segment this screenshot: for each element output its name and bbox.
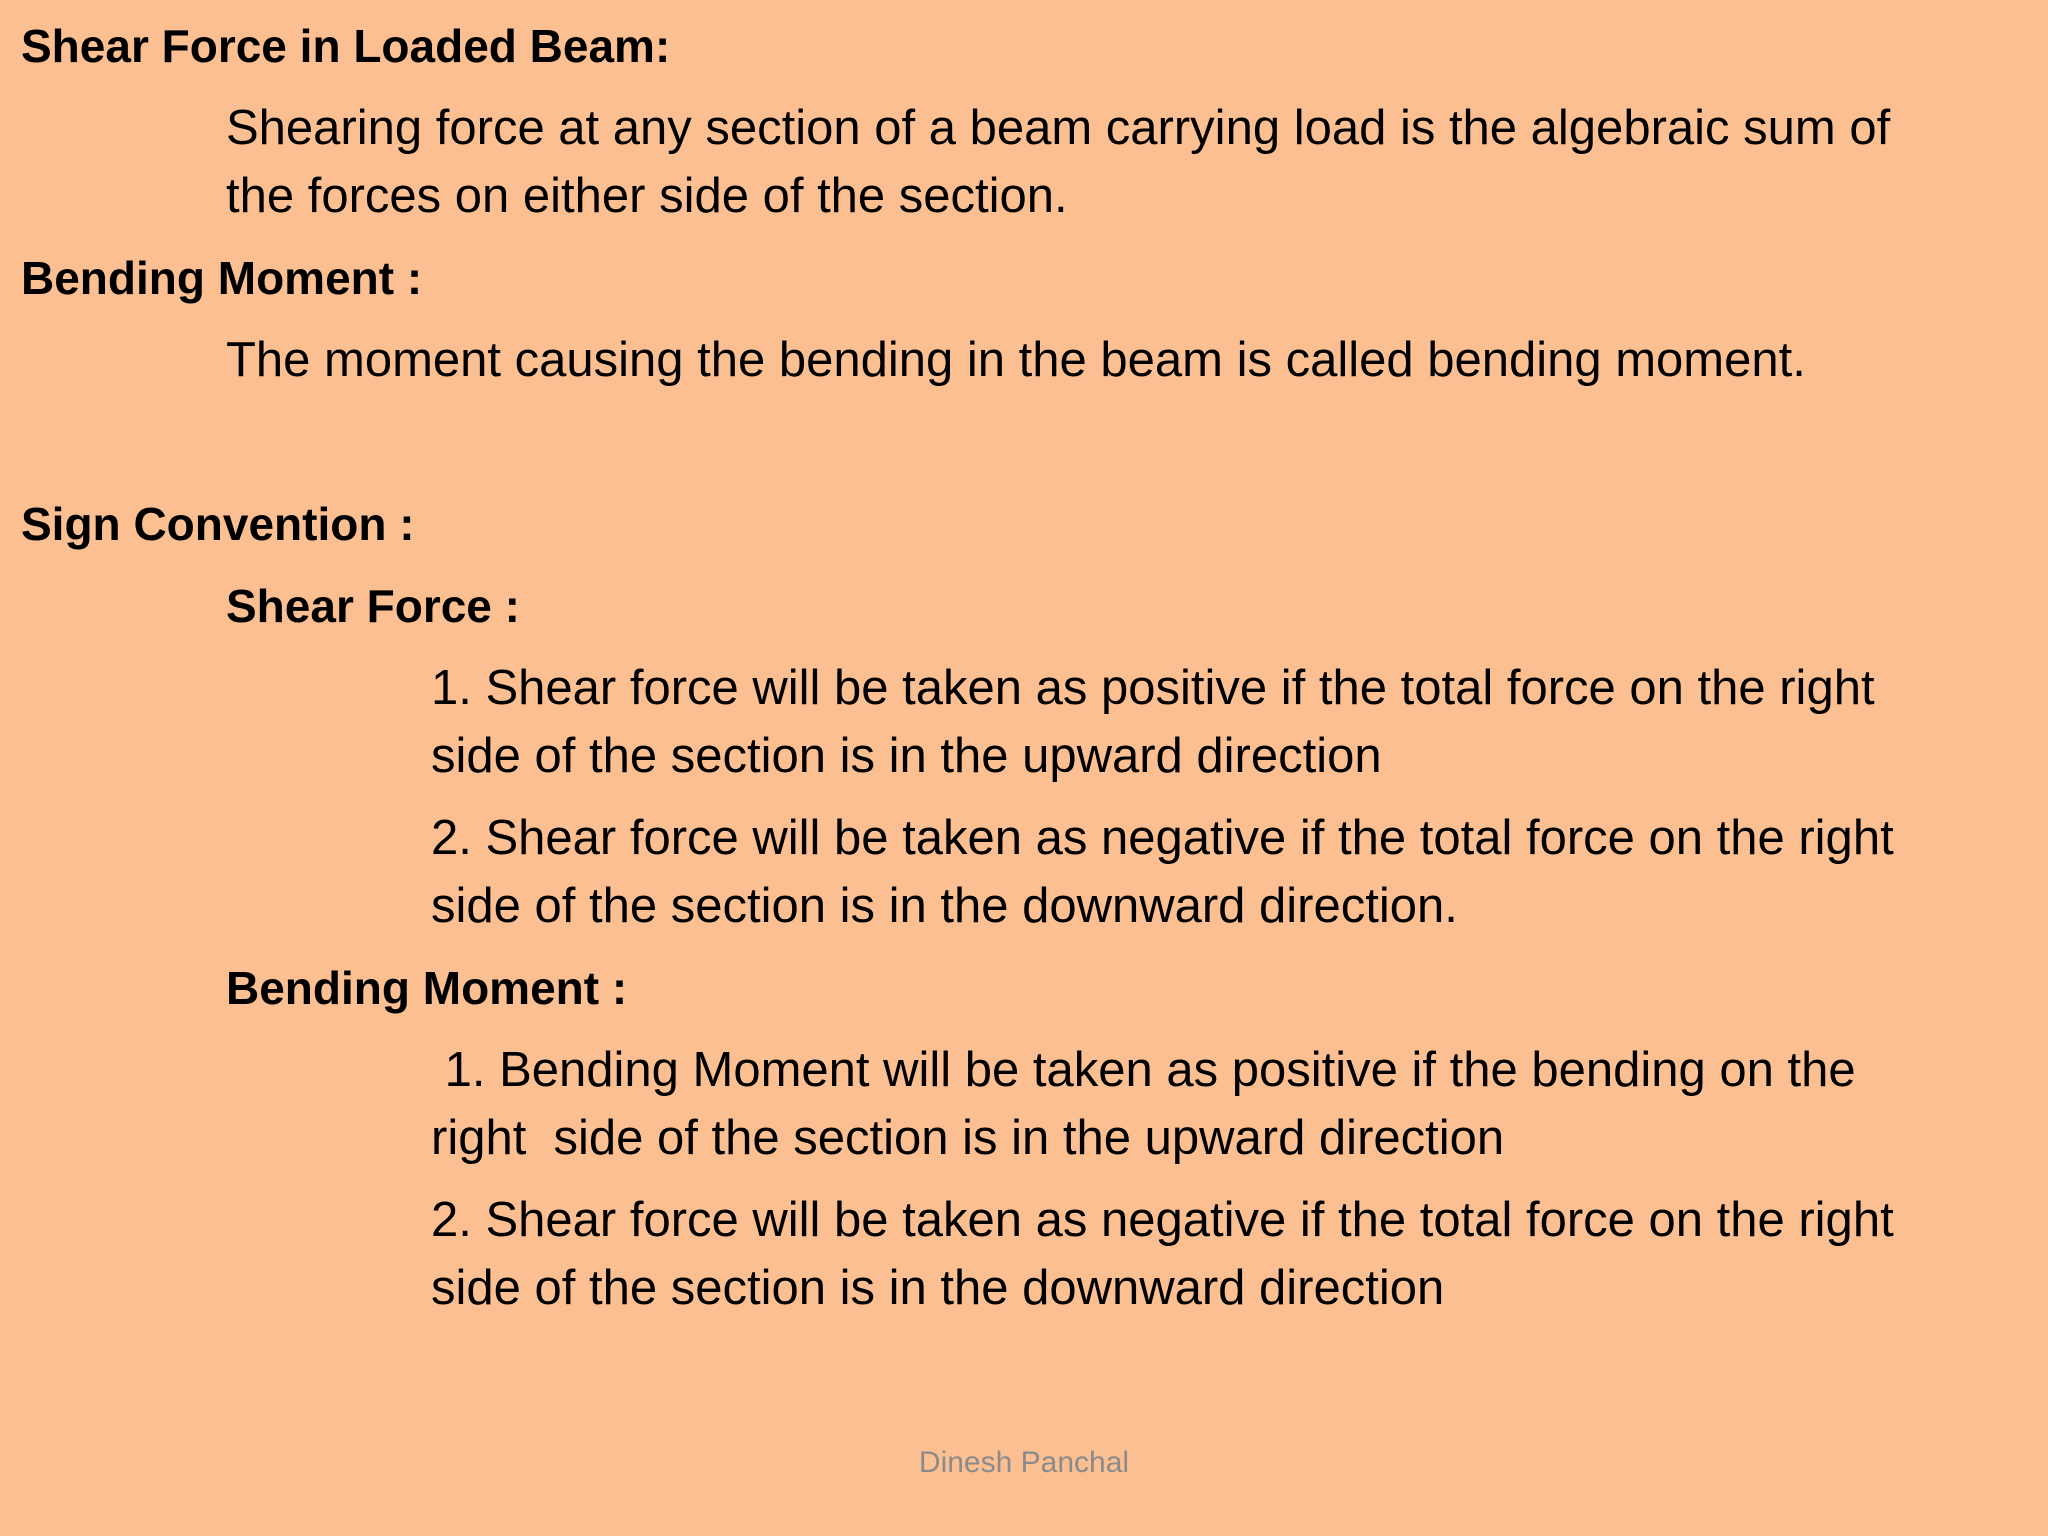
- shear-force-rule-2-line-2: side of the section is in the downward direction.: [431, 879, 1458, 933]
- sign-convention-bending-moment-heading: Bending Moment :: [226, 962, 628, 1014]
- shear-force-rule-1-line-1: 1. Shear force will be taken as positive if the total force on the right: [431, 661, 1875, 715]
- bending-moment-rule-2-line-1: 2. Shear force will be taken as negative if the total force on the right: [431, 1193, 1894, 1247]
- shear-force-rule-1-line-2: side of the section is in the upward direction: [431, 729, 1382, 783]
- bending-moment-rule-1-line-2: right side of the section is in the upward direction: [431, 1111, 1505, 1165]
- footer-author: Dinesh Panchal: [918, 1446, 1130, 1479]
- bending-moment-rule-2-line-2: side of the section is in the downward direction: [431, 1261, 1445, 1315]
- shear-force-definition-line-1: Shearing force at any section of a beam carrying load is the algebraic sum of: [226, 101, 1891, 155]
- sign-convention-shear-force-heading: Shear Force :: [226, 580, 520, 632]
- bending-moment-rule-1-line-1: 1. Bending Moment will be taken as positive if the bending on the: [431, 1043, 1856, 1097]
- shear-force-definition-line-2: the forces on either side of the section.: [226, 169, 1068, 223]
- sign-convention-heading: Sign Convention :: [21, 498, 415, 550]
- shear-force-heading: Shear Force in Loaded Beam:: [21, 20, 671, 72]
- shear-force-rule-2-line-1: 2. Shear force will be taken as negative if the total force on the right: [431, 811, 1894, 865]
- bending-moment-heading: Bending Moment :: [21, 252, 423, 304]
- bending-moment-definition: The moment causing the bending in the beam is called bending moment.: [226, 333, 1806, 387]
